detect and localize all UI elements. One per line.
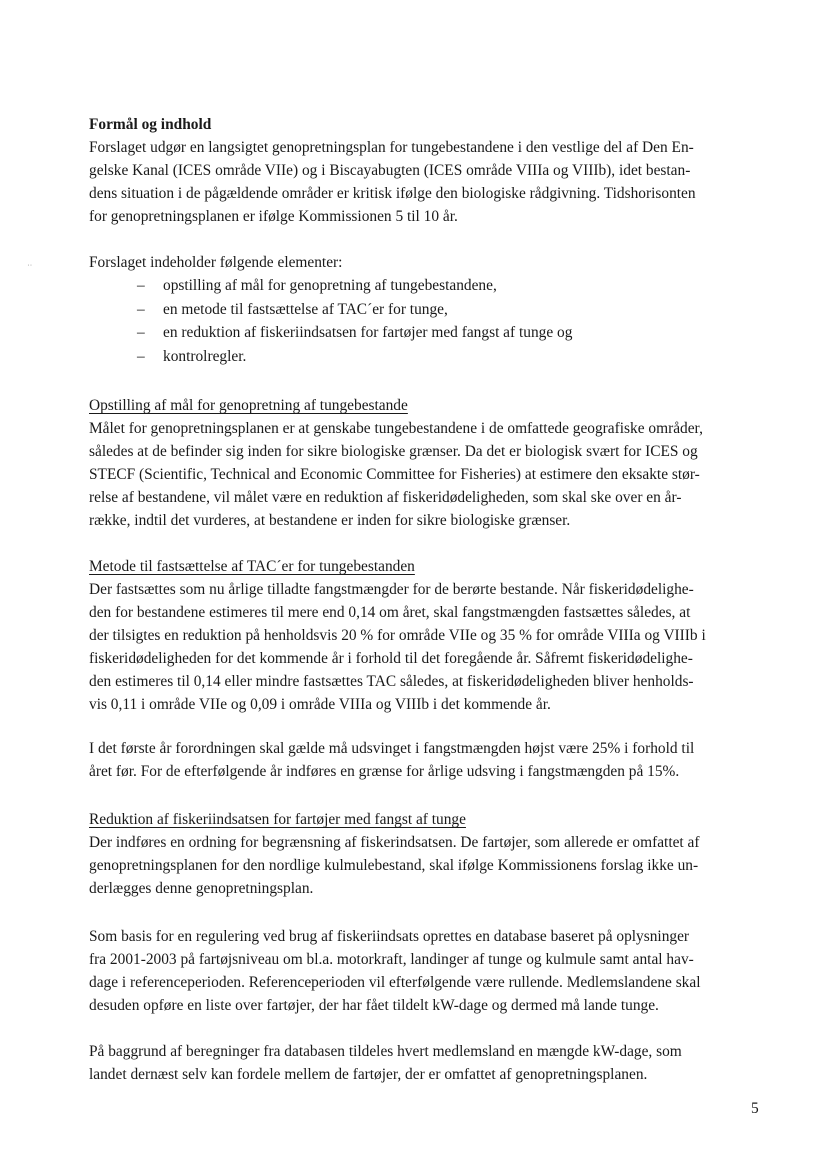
bullet-dash: – [137, 324, 145, 341]
section-heading: Formål og indhold [89, 116, 212, 133]
paragraph-line: Som basis for en regulering ved brug af fiskeriindsats oprettes en database baseret på oplysninger [89, 928, 690, 945]
section-tac-fluctuation [89, 737, 769, 783]
paragraph-line: række, indtil det vurderes, at bestandene er inden for sikre biologiske grænser. [89, 512, 571, 529]
paragraph-line: således at de befinder sig inden for sikre biologiske grænser. Da det er biologisk svært for ICES og [89, 443, 698, 460]
list-item-text: opstilling af mål for genopretning af tungebestandene, [163, 277, 497, 294]
section-effort-reduction [89, 808, 769, 900]
page-number: 5 [751, 1100, 759, 1117]
paragraph-line: vis 0,11 i område VIIe og 0,09 i område VIIIa og VIIIb i det kommende år. [89, 696, 551, 713]
elements-intro [89, 251, 769, 274]
paragraph-line: derlægges denne genopretningsplan. [89, 880, 314, 897]
paragraph-line: I det første år forordningen skal gælde må udsvinget i fangstmængden højst være 25% i forhold til [89, 740, 695, 757]
paragraph-line: fiskeridødeligheden for det kommende år i forhold til det foregående år. Såfremt fiskeridødelighe- [89, 650, 693, 667]
paragraph-line: STECF (Scientific, Technical and Economic Committee for Fisheries) at estimere den eksakte stør- [89, 466, 700, 483]
bullet-dash: – [137, 347, 145, 365]
list-item [137, 321, 757, 345]
list-item-text: en metode til fastsættelse af TAC´er for tunge, [163, 300, 448, 318]
paragraph-line: genopretningsplanen for den nordlige kulmulebestand, skal ifølge Kommissionens forslag ikke un- [89, 857, 699, 874]
paragraph-line: desuden opføre en liste over fartøjer, der har fået tildelt kW-dage og dermed må lande tunge. [89, 997, 659, 1014]
paragraph-line: den for bestandene estimeres til mere end 0,14 om året, skal fangstmængden fastsættes således, at [89, 604, 691, 621]
bullet-dash: – [137, 277, 145, 294]
paragraph-line: gelske Kanal (ICES område VIIe) og i Biscayabugten (ICES område VIIIa og VIIIb), idet bestan- [89, 162, 691, 179]
bullet-dash: – [137, 300, 145, 318]
paragraph-line: fra 2001-2003 på fartøjsniveau om bl.a. motorkraft, landinger af tunge og kulmule samt antal hav- [89, 951, 694, 968]
paragraph-line: Forslaget indeholder følgende elementer: [89, 254, 343, 271]
paragraph-line: Forslaget udgør en langsigtet genopretningsplan for tungebestandene i den vestlige del af Den En- [89, 139, 694, 156]
paragraph-line: Målet for genopretningsplanen er at genskabe tungebestandene i de omfattede geografiske områder, [89, 420, 703, 437]
paragraph-line: året før. For de efterfølgende år indføres en grænse for årlige udsving i fangstmængden på 15%. [89, 763, 680, 780]
intro-section [89, 113, 769, 228]
scan-speck: ˙˙ [27, 263, 33, 272]
paragraph-line: På baggrund af beregninger fra databasen tildeles hvert medlemsland en mængde kW-dage, som [89, 1043, 682, 1060]
paragraph-line: landet dernæst selv kan fordele mellem de fartøjer, der er omfattet af genopretningsplanen. [89, 1066, 648, 1083]
bullet-list [137, 274, 757, 368]
section-title: Opstilling af mål for genopretning af tungebestande [89, 397, 408, 414]
paragraph-line: relse af bestandene, vil målet være en reduktion af fiskeridødeligheden, som skal ske over en år- [89, 489, 682, 506]
list-item [137, 345, 757, 369]
section-database [89, 925, 769, 1017]
section-tac-method [89, 555, 769, 716]
list-item-text: kontrolregler. [163, 347, 247, 365]
list-item [137, 298, 757, 322]
section-title: Reduktion af fiskeriindsatsen for fartøjer med fangst af tunge [89, 811, 466, 828]
paragraph-line: dens situation i de pågældende områder er kritisk ifølge den biologiske rådgivning. Tidshorisonten [89, 185, 696, 202]
paragraph-line: for genopretningsplanen er ifølge Kommissionen 5 til 10 år. [89, 208, 458, 225]
list-item [137, 274, 757, 298]
section-goals [89, 394, 769, 532]
paragraph-line: Der fastsættes som nu årlige tilladte fangstmængder for de berørte bestande. Når fiskeridødelighe- [89, 581, 694, 598]
section-title: Metode til fastsættelse af TAC´er for tungebestanden [89, 558, 415, 575]
paragraph-line: der tilsigtes en reduktion på henholdsvis 20 % for område VIIe og 35 % for område VIIIa og VIIIb i [89, 627, 706, 644]
paragraph-line: dage i referenceperioden. Referenceperioden vil efterfølgende være rullende. Medlemslandene skal [89, 974, 701, 991]
paragraph-line: den estimeres til 0,14 eller mindre fastsættes TAC således, at fiskeridødeligheden bliver henholds- [89, 673, 694, 690]
paragraph-line: Der indføres en ordning for begrænsning af fiskerindsatsen. De fartøjer, som allerede er omfattet af [89, 834, 700, 851]
list-item-text: en reduktion af fiskeriindsatsen for fartøjer med fangst af tunge og [163, 324, 573, 341]
section-allocation [89, 1040, 769, 1086]
